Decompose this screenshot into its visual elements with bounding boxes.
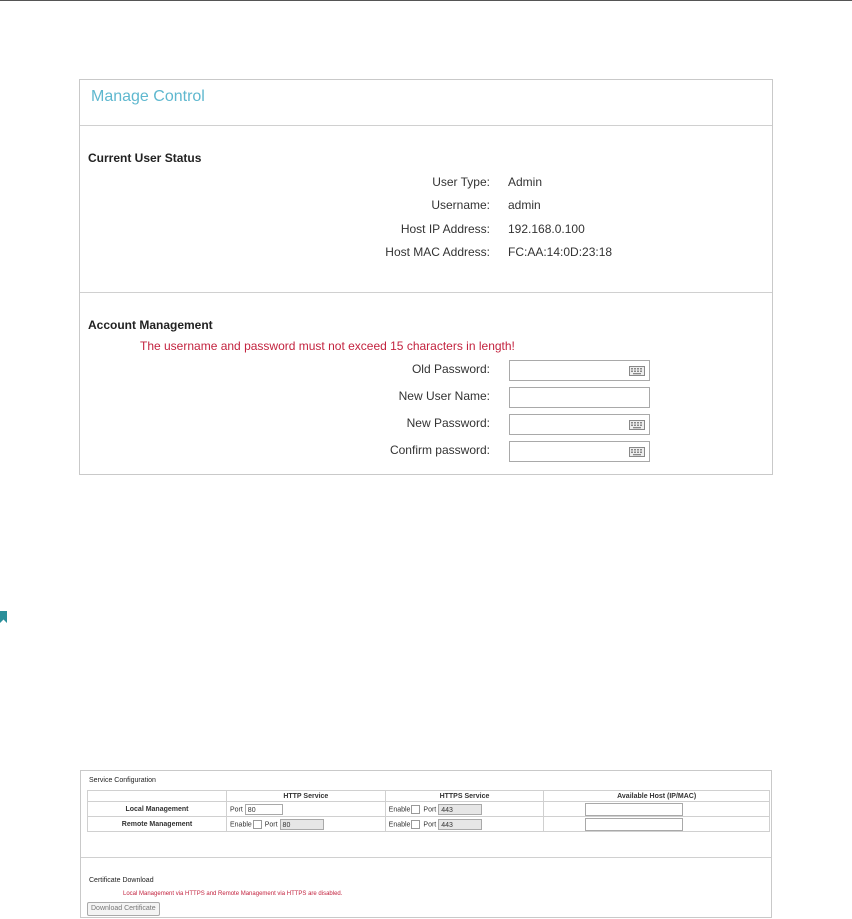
local-http-cell bbox=[227, 802, 386, 817]
table-row bbox=[88, 817, 770, 832]
certificate-download-title: Certificate Download bbox=[89, 877, 154, 884]
port-label: Port bbox=[264, 820, 278, 828]
manage-control-panel bbox=[79, 79, 773, 475]
port-label: Port bbox=[423, 820, 437, 828]
table-header-https: HTTPS Service bbox=[385, 791, 544, 802]
page-top-rule bbox=[0, 0, 852, 1]
remote-https-cell bbox=[385, 817, 544, 832]
confirm-password-field[interactable] bbox=[509, 441, 650, 462]
remote-https-enable-checkbox[interactable] bbox=[411, 820, 420, 829]
service-table bbox=[87, 790, 770, 832]
bookmark-icon bbox=[0, 611, 7, 623]
new-username-field[interactable] bbox=[509, 387, 650, 408]
new-password-field[interactable] bbox=[509, 414, 650, 435]
port-label: Port bbox=[423, 805, 437, 813]
service-configuration-title: Service Configuration bbox=[89, 777, 156, 784]
host-mac-value: FC:AA:14:0D:23:18 bbox=[508, 245, 613, 259]
remote-https-port-input[interactable]: 443 bbox=[438, 819, 482, 830]
download-certificate-button[interactable]: Download Certificate bbox=[87, 902, 160, 916]
local-https-port-input[interactable]: 443 bbox=[438, 804, 482, 815]
certificate-warning: Local Management via HTTPS and Remote Management via HTTPS are disabled. bbox=[123, 891, 343, 897]
new-password-label: New Password: bbox=[406, 416, 490, 430]
panel-title: Manage Control bbox=[91, 88, 205, 105]
new-username-label: New User Name: bbox=[398, 389, 490, 403]
table-header-host: Available Host (IP/MAC) bbox=[544, 791, 770, 802]
confirm-password-label: Confirm password: bbox=[389, 443, 490, 457]
service-configuration-panel bbox=[80, 770, 772, 918]
local-host-cell bbox=[544, 802, 770, 817]
remote-http-enable-checkbox[interactable] bbox=[253, 820, 262, 829]
account-management-heading: Account Management bbox=[88, 318, 213, 332]
divider bbox=[80, 292, 772, 293]
keyboard-icon[interactable] bbox=[629, 420, 645, 430]
enable-label: Enable bbox=[230, 820, 252, 828]
table-header-http: HTTP Service bbox=[227, 791, 386, 802]
remote-management-label: Remote Management bbox=[88, 817, 227, 832]
local-https-enable-checkbox[interactable] bbox=[411, 805, 420, 814]
host-mac-label: Host MAC Address: bbox=[385, 245, 490, 259]
local-management-label: Local Management bbox=[88, 802, 227, 817]
old-password-label: Old Password: bbox=[411, 362, 490, 376]
user-type-value: Admin bbox=[508, 175, 543, 189]
table-row bbox=[88, 802, 770, 817]
remote-host-cell bbox=[544, 817, 770, 832]
enable-label: Enable bbox=[388, 820, 411, 828]
port-label: Port bbox=[230, 805, 243, 813]
keyboard-icon[interactable] bbox=[629, 366, 645, 376]
remote-available-host-input[interactable] bbox=[585, 818, 683, 831]
table-header-empty bbox=[88, 791, 227, 802]
local-https-cell bbox=[385, 802, 544, 817]
old-password-field[interactable] bbox=[509, 360, 650, 381]
divider bbox=[80, 125, 772, 126]
current-user-status-heading: Current User Status bbox=[88, 151, 202, 165]
enable-label: Enable bbox=[388, 805, 411, 813]
host-ip-label: Host IP Address: bbox=[400, 222, 490, 236]
remote-http-port-input[interactable]: 80 bbox=[280, 819, 324, 830]
length-warning: The username and password must not exceed 15 characters in length! bbox=[140, 339, 515, 353]
keyboard-icon[interactable] bbox=[629, 447, 645, 457]
user-type-label: User Type: bbox=[432, 175, 490, 189]
local-available-host-input[interactable] bbox=[585, 803, 683, 816]
remote-http-cell bbox=[227, 817, 386, 832]
host-ip-value: 192.168.0.100 bbox=[508, 222, 585, 236]
username-value: admin bbox=[508, 198, 541, 212]
local-http-port-input[interactable]: 80 bbox=[245, 804, 283, 815]
table-header-row bbox=[88, 791, 770, 802]
divider bbox=[81, 857, 771, 858]
username-label: Username: bbox=[431, 198, 490, 212]
